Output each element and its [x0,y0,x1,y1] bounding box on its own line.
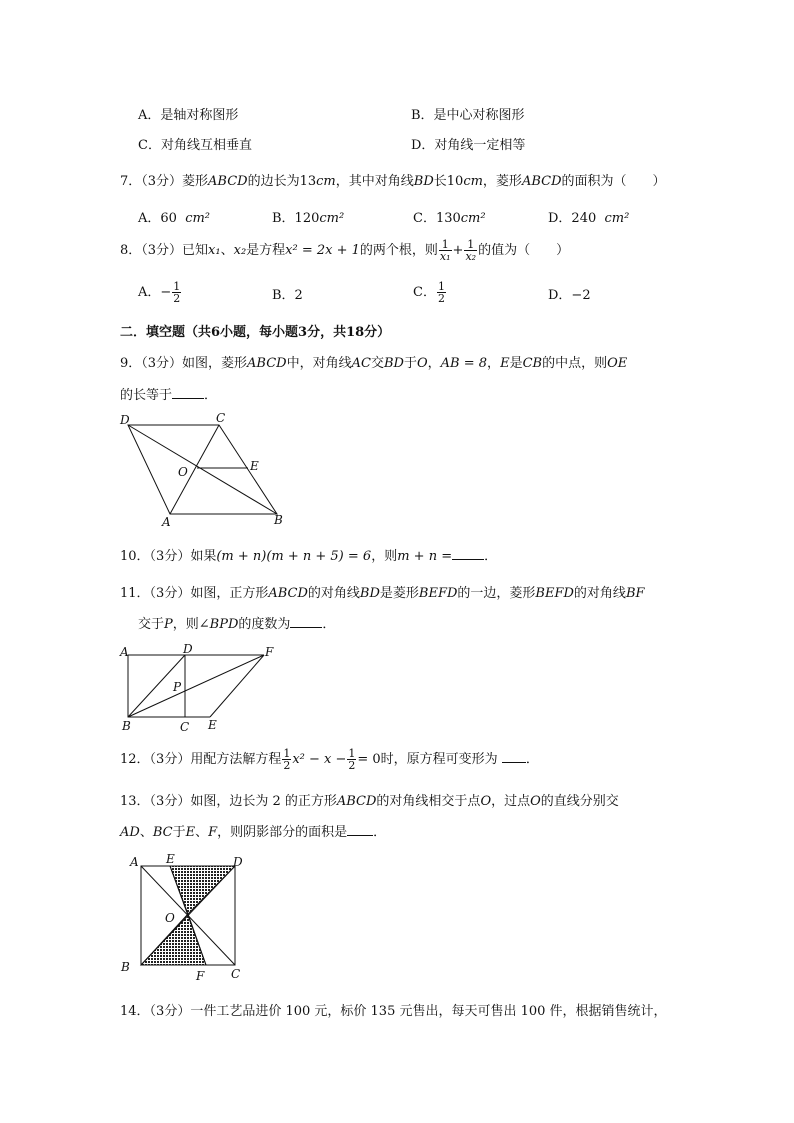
q9-stem-line2: 的长等于 ． [120,388,218,403]
answer-blank [290,627,322,628]
q11-square-rhombus-figure [112,642,282,736]
q8-option-a: A．− $\frac{1}{2}$ [138,280,181,305]
q9-rhombus-figure [112,410,292,528]
q11-label-e: E [208,718,217,732]
q13-label-f: F [196,969,205,983]
q8-fraction-1: $\frac{1}{\text{x₁}}$ [439,238,451,263]
q9-label-e: E [250,459,259,473]
q11-label-d: D [183,642,193,656]
q9-label-c: C [216,411,226,425]
q10-stem: 10．（3分）如果(m + n)(m + n + 5) = 6，则m + n = ． [120,549,498,564]
q6-option-c: C．对角线互相垂直 [138,138,252,153]
q13-label-e: E [166,852,175,866]
q13-square-figure [112,850,262,986]
q14-stem: 14．（3分）一件工艺品进价 100 元，标价 135 元售出，每天可售出 100 件，根据销售统计， [120,1004,667,1019]
q11-label-f: F [265,645,274,659]
q9-label-o: O [178,465,188,479]
q7-option-d: D．240 cm² [548,211,630,226]
q11-label-b: B [122,719,131,733]
q13-label-a: A [130,855,139,869]
q6-option-a: A．是轴对称图形 [138,108,239,123]
q13-label-c: C [231,967,241,981]
q13-stem-line1: 13．（3分）如图，边长为 2 的正方形ABCD的对角线相交于点O，过点O的直线分别交 [120,794,619,809]
q7-option-a: A．60 cm² [138,211,211,226]
q11-stem-line2: 交于P，则∠BPD的度数为 ． [138,617,336,632]
q6-option-d: D．对角线一定相等 [411,138,526,153]
q8-stem: 8．（3分）已知x₁、x₂是方程x² = 2x + 1的两个根，则 $\frac{1}{\text{x₁}}$ + $\frac{1}{\text{x₂}}$ 的值为（ ） [120,238,570,263]
q9-label-d: D [120,413,130,427]
q7-stem: 7．（3分）菱形ABCD的边长为13cm，其中对角线BD长10cm，菱形ABCD的面积为（ ） [120,174,666,189]
q8-option-b: B．2 [272,288,303,303]
answer-blank [347,835,373,836]
section-heading: 二．填空题（共6小题，每小题3分，共18分） [120,325,391,340]
q8-option-c: C． $\frac{1}{2}$ [413,280,445,305]
q13-label-d: D [233,855,243,869]
answer-blank [502,762,526,763]
answer-blank [452,559,484,560]
q13-label-b: B [121,960,130,974]
q6-option-b: B．是中心对称图形 [411,108,525,123]
q11-label-a: A [120,645,129,659]
q13-stem-line2: AD、BC于E、F，则阴影部分的面积是 ． [120,825,387,840]
q12-stem: 12．（3分）用配方法解方程 $\frac{1}{2}$ x² − x − $\frac{1}{2}$ = 0时，原方程可变形为 ． [120,747,539,772]
q9-label-b: B [274,513,283,527]
q13-label-o: O [165,911,175,925]
q9-stem-line1: 9．（3分）如图，菱形ABCD中，对角线AC交BD于O，AB = 8，E是CB的中点，则OE [120,356,628,371]
q9-label-a: A [162,515,171,528]
q8-option-d: D．−2 [548,288,591,303]
q11-label-p: P [173,680,182,694]
q7-option-b: B．120cm² [272,211,345,226]
q11-stem-line1: 11．（3分）如图，正方形ABCD的对角线BD是菱形BEFD的一边，菱形BEFD的对角线BF [120,586,645,601]
answer-blank [172,398,204,399]
q7-option-c: C．130cm² [413,211,486,226]
q11-label-c: C [180,720,190,734]
q8-fraction-2: $\frac{1}{\text{x₂}}$ [465,238,477,263]
